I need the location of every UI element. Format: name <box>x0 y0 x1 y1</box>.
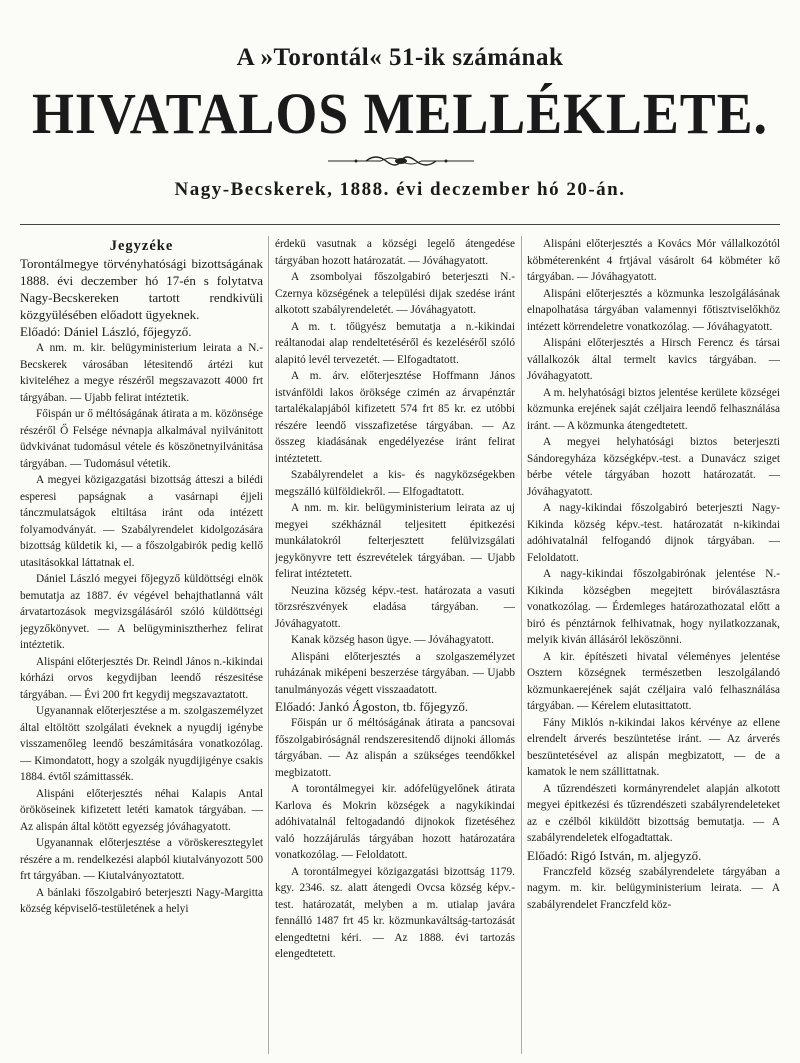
supertitle: A »Torontál« 51-ik számának <box>236 44 564 71</box>
column-1 <box>20 236 263 1054</box>
paragraph: Ugyanannak előterjesztése a m. szolgaszemélyzet által eltöltött szolgálati éveknek a nyugdij igénybe visszamenőleg leendő beszámitására vonatkozólag. — Kimondatott, hogy a szolgák nyugdijigénye csakis 1884. évtől számittassék. <box>20 705 263 783</box>
speaker-line: Előadó: Rigó István, m. aljegyző. <box>527 847 702 863</box>
paragraph: Alispáni előterjesztés a Kovács Mór vállalkozótól köbméterenként 4 frtjával vásárolt 64 köbméter kő tárgyában. — Jóváhagyatott. <box>527 238 780 283</box>
paragraph: Fány Miklós n-kikindai lakos kérvénye az ellene elrendelt árverés beszüntetése iránt. — Az árverés beszüntetésével az alispán megbizatott, — de a kamatok le nem szállittatnak. <box>527 716 780 778</box>
paragraph: Dániel László megyei főjegyző küldöttségi elnök bemutatja az 1887. év végével behajthatlanná vált árvatartozások megvizsgálásáról szóló küldöttségi jegyzőkönyvet. — A belügyminisztherhez felirat intéztetik. <box>20 573 263 651</box>
paragraph: A nagy-kikindai főszolgabirónak jelentése N.-Kikinda községben megejtett biróválasztásra vonatkozólag. — Érdemleges határozathozatal előtt a biró és pénztárnok felhivatnak, hogy nyilatkozzanak, melyik kiván állásáról leköszönni. <box>527 568 780 646</box>
speaker-line: Előadó: Dániel László, főjegyző. <box>20 324 192 339</box>
paragraph: Alispáni előterjesztés a közmunka leszolgálásának elnapolhatása tárgyában valamennyi főtisztviselőkhöz intézett körrendeletre vonatkozólag. — Jóváhagyatott. <box>527 287 780 333</box>
paragraph: A nm. m. kir. belügyministerium leirata az uj megyei székháznál teljesitett épitkezési munkálatokról felterjesztett felülvizsgálati jegykönyvre tett észrevételek tárgyában. — Ujabb felirat intéztetett. <box>275 502 515 580</box>
paragraph: A bánlaki főszolgabiró beterjeszti Nagy-Margitta község képviselő-testületének a helyi <box>20 886 263 915</box>
column-2 <box>275 236 515 1054</box>
paragraph: Neuzina község képv.-test. határozata a vasuti törzsrészvények eladása tárgyában. — Jóváhagyatott. <box>275 584 515 630</box>
paragraph: A kir. építészeti hivatal véleményes jelentése Osztern községnek természetben leszolgálandó közmunkaerejének saját czéljaira való felhasználása tárgyában. — Kérelem elutasittatott. <box>527 650 780 712</box>
dateline: Nagy-Becskerek, 1888. évi deczember hó 20-án. <box>174 179 626 200</box>
paragraph: A m. t. tőügyész bemutatja a n.-kikindai reáltanodai alap rendeltetéséről és kezeléséről szóló alapitó levél tervezetét. — Elfogadtatott. <box>275 320 515 366</box>
column-divider <box>521 236 522 1054</box>
paragraph: Alispáni előterjesztés néhai Kalapis Antal örököseinek kifizetett letéti kamatok tárgyában. — Az alispán által kötött egyezség jóváhagyatott. <box>20 787 263 833</box>
paragraph: A tűzrendészeti kormányrendelet alapján alkotott megyei épitkezési és tűzrendészeti szabályrendeleteket az e czélból kiküldött bizottság bemutatja. — A szabályrendeletek elfogadtattak. <box>527 782 780 844</box>
paragraph: Főispán ur ő méltóságának átirata a m. közönsége részéről Ő Felsége névnapja alkalmával nyilvánitott üdvkivánat tudomásul vétele és köszönetnyilvánitása tárgyában. — Tudomásul vétetik. <box>20 408 263 470</box>
paragraph: Kanak község hason ügye. — Jóváhagyatott. <box>291 634 494 646</box>
paragraph: Alispáni előterjesztés a szolgaszemélyzet ruházának miképeni beszerzése tárgyában. — Ujabb tanulmányozás végett visszaadatott. <box>275 650 515 696</box>
paragraph: érdekü vasutnak a községi legelő átengedése tárgyában hozott határozatát. — Jóváhagyatott. <box>275 238 515 267</box>
paragraph: Alispáni előterjesztés Dr. Reindl János n.-kikindai kórházi orvos kegydijban leendő részesitése tárgyában. — Évi 200 frt kegydij megszavaztatott. <box>20 655 263 701</box>
paragraph: A megyei közigazgatási bizottság átteszi a bilédi esperesi papságnak a vasárnapi éjjeli tánczmulatságok eltiltása iránt oda intézett folyamodványát. — Szabályrendelet kidolgozására bizottság küldetik ki, — a főszolgabirók pedig kellő utasitásokkal láttatnak el. <box>20 474 263 569</box>
speaker-line: Előadó: Jankó Ágoston, tb. főjegyző. <box>275 699 469 714</box>
paragraph: Főispán ur ő méltóságának átirata a pancsovai főszolgabiróságnál rendszeresitendő dijnoki állomás tárgyában. — Az alispán a szükséges teendőkkel megbizatott. <box>275 717 515 779</box>
page-title: HIVATALOS MELLÉKLETE. <box>32 81 768 146</box>
paragraph: A nagy-kikindai főszolgabiró beterjeszti Nagy-Kikinda község képv.-test. határozatát n-kikindai adóhivatalnál felfogandó dijnok tárgyában. — Feloldatott. <box>527 502 780 564</box>
intro-text: Torontálmegye törvényhatósági bizottságának 1888. évi deczember hó 17-én s folytatva Nagy-Becskereken tartott rendkivüli közgyülésében előadott ügyeknek. <box>20 256 263 322</box>
paragraph: A torontálmegyei közigazgatási bizottság 1179. kgy. 2346. sz. alatt átengedi Ovcsa község képv.-test. határozatát, melyben a m. utialap javára fennálló 1487 frt 45 kr. közmunkaváltság-tartozását elengedtetni kéri. — Az 1888. évi tartozás elengedtetett. <box>275 865 515 960</box>
paragraph: Franczfeld község szabályrendelete tárgyában a nagym. m. kir. belügyministerium leirata. — A szabályrendelet Franczfeld köz- <box>527 865 780 911</box>
paragraph: Alispáni előterjesztés a Hirsch Ferencz és társai vállalkozók által termelt kavics tárgyában. — Jóváhagyatott. <box>527 337 780 382</box>
paragraph: A zsombolyai főszolgabiró beterjeszti N.-Czernya községének a települési dijak szedése iránt alkotott szabályrendeletét. — Jóváhagyatott. <box>275 271 515 316</box>
paragraph: A nm. m. kir. belügyministerium leirata a N.-Becskerek városában létesitendő ártézi kut kiviteléhez a megye részéről megszavazott 4000 frt tárgyában. — Ujabb felirat intéztetik. <box>20 342 263 404</box>
column-3 <box>527 236 780 1054</box>
ornament-divider-icon <box>326 151 476 171</box>
paragraph: A megyei helyhatósági biztos beterjeszti Sándoregyháza községképv.-test. a Dunavácz sziget bérbe vétele tárgyában hozott határozatát. — Jóváhagyatott. <box>527 436 780 498</box>
paragraph: Ugyanannak előterjesztése a vöröskeresztegylet részére a m. rendelkezési alapból kiutalványozott 500 frt tárgyában. — Kiutalványoztatott. <box>20 837 263 882</box>
paragraph: A torontálmegyei kir. adófelügyelőnek átirata Karlova és Mokrin községek a nagykikindai adóhivatalnál feltogadandó dijnokok fizetéséhez való hozzájárulás tárgyában hozott határozatára vonatkozólag. — Feloldatott. <box>275 783 515 861</box>
paragraph: A m. helyhatósági biztos jelentése kerülete községei közmunka erejének saját czéljaira leendő felhasználása iránt. — A közmunka átengedtetett. <box>527 386 780 432</box>
paragraph: A m. árv. előterjesztése Hoffmann János istvánföldi lakos öröksége czimén az árvapénztár tartalékalapjából kifizetett 574 frt 85 kr. ez utóbbi részére leendő visszafizetése tárgyában. — Az összeg kiadásának engedélyezése iránt felirat intéztetett. <box>275 370 515 465</box>
paragraph: Szabályrendelet a kis- és nagyközségekben megszálló külföldiekről. — Elfogadtatott. <box>275 469 515 498</box>
column-divider <box>268 236 269 1054</box>
section-heading: Jegyzéke <box>109 238 174 254</box>
header-rule <box>20 224 780 225</box>
